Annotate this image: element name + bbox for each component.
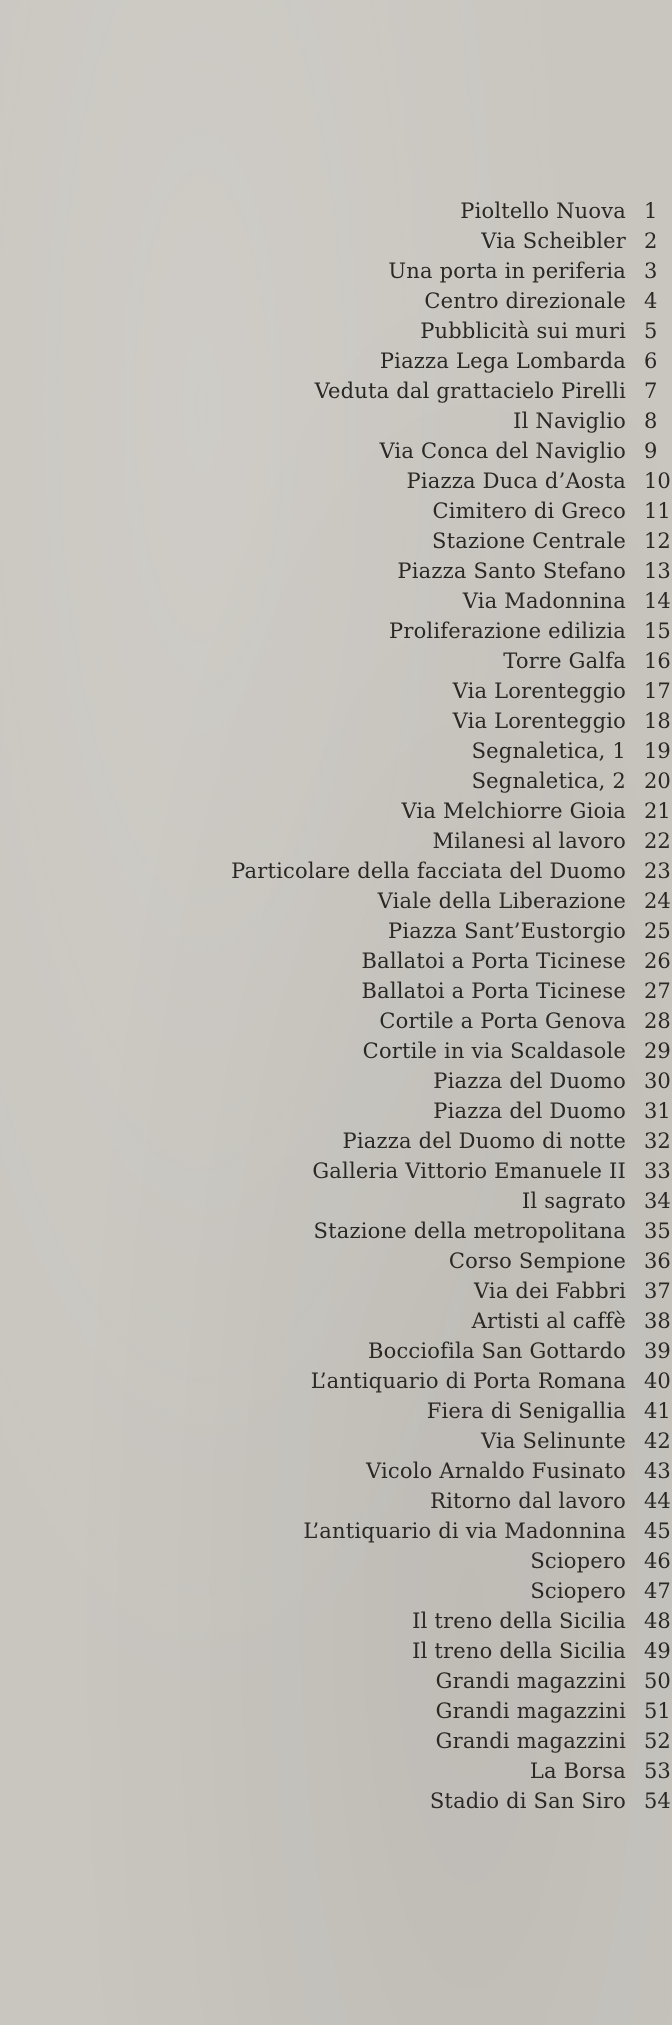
list-item	[150, 286, 672, 316]
plate-title: Ballatoi a Porta Ticinese	[361, 949, 626, 973]
plate-number: 34	[644, 1189, 671, 1213]
plate-title: Grandi magazzini	[435, 1669, 626, 1693]
plate-number: 15	[644, 619, 671, 643]
list-item	[150, 1426, 672, 1456]
plate-number: 1	[644, 199, 658, 223]
plate-title: Fiera di Senigallia	[426, 1399, 626, 1423]
plate-number: 33	[644, 1159, 671, 1183]
plate-number: 35	[644, 1219, 671, 1243]
list-item	[150, 706, 672, 736]
plate-title: L’antiquario di via Madonnina	[303, 1519, 626, 1543]
list-item	[150, 496, 672, 526]
list-item	[150, 1456, 672, 1486]
plate-number: 2	[644, 229, 658, 253]
list-item	[150, 1006, 672, 1036]
list-item	[150, 1786, 672, 1816]
plate-title: Una porta in periferia	[388, 259, 626, 283]
list-item	[150, 1606, 672, 1636]
plate-title: Stazione della metropolitana	[313, 1219, 626, 1243]
list-item	[150, 1756, 672, 1786]
plate-number: 47	[644, 1579, 671, 1603]
list-item	[150, 586, 672, 616]
plate-number: 46	[644, 1549, 671, 1573]
plate-title: Via Scheibler	[481, 229, 626, 253]
plate-number: 16	[644, 649, 671, 673]
plate-title: Grandi magazzini	[435, 1699, 626, 1723]
plate-title: Via Madonnina	[462, 589, 626, 613]
plate-title: Piazza Santo Stefano	[397, 559, 626, 583]
plate-title: Ritorno dal lavoro	[430, 1489, 626, 1513]
list-item	[150, 526, 672, 556]
plate-title: Sciopero	[530, 1549, 626, 1573]
plate-number: 7	[644, 379, 658, 403]
plate-number: 3	[644, 259, 658, 283]
plate-number: 19	[644, 739, 671, 763]
plate-title: Piazza Sant’Eustorgio	[388, 919, 626, 943]
plate-number: 30	[644, 1069, 671, 1093]
plate-title: Via Lorenteggio	[452, 709, 626, 733]
plate-number: 14	[644, 589, 671, 613]
list-item	[150, 1096, 672, 1126]
plate-number: 21	[644, 799, 671, 823]
list-item	[150, 1486, 672, 1516]
list-item	[150, 1666, 672, 1696]
list-item	[150, 1726, 672, 1756]
plate-title: Milanesi al lavoro	[432, 829, 626, 853]
plate-number: 39	[644, 1339, 671, 1363]
plate-number: 8	[644, 409, 658, 433]
plate-title: Viale della Liberazione	[377, 889, 626, 913]
plate-title: L’antiquario di Porta Romana	[310, 1369, 626, 1393]
plate-title: Piazza del Duomo	[433, 1099, 626, 1123]
list-item	[150, 1246, 672, 1276]
plate-title: Pubblicità sui muri	[420, 319, 626, 343]
list-item	[150, 1396, 672, 1426]
plate-number: 18	[644, 709, 671, 733]
plate-title: Corso Sempione	[448, 1249, 626, 1273]
list-item	[150, 1066, 672, 1096]
plate-title: Veduta dal grattacielo Pirelli	[314, 379, 626, 403]
list-item	[150, 1306, 672, 1336]
list-item	[150, 766, 672, 796]
list-item	[150, 466, 672, 496]
plate-title: Particolare della facciata del Duomo	[231, 859, 626, 883]
plate-title: Il sagrato	[521, 1189, 626, 1213]
plate-title: Vicolo Arnaldo Fusinato	[366, 1459, 626, 1483]
plate-title: Stazione Centrale	[432, 529, 626, 553]
plate-title: Piazza del Duomo di notte	[342, 1129, 626, 1153]
plate-number: 13	[644, 559, 671, 583]
plate-title: Via Conca del Naviglio	[379, 439, 626, 463]
list-item	[150, 1156, 672, 1186]
plate-title: Cortile a Porta Genova	[379, 1009, 626, 1033]
plate-title: Il treno della Sicilia	[412, 1639, 626, 1663]
list-item	[150, 1366, 672, 1396]
list-item	[150, 256, 672, 286]
plate-number: 32	[644, 1129, 671, 1153]
plate-title: Centro direzionale	[424, 289, 626, 313]
plate-title: Bocciofila San Gottardo	[367, 1339, 626, 1363]
list-item	[150, 676, 672, 706]
plate-title: Il treno della Sicilia	[412, 1609, 626, 1633]
plate-title: Cimitero di Greco	[432, 499, 626, 523]
plate-title: Piazza del Duomo	[433, 1069, 626, 1093]
plate-number: 25	[644, 919, 671, 943]
plate-title: Via Selinunte	[481, 1429, 626, 1453]
list-item	[150, 1696, 672, 1726]
list-item	[150, 406, 672, 436]
plate-title: Galleria Vittorio Emanuele II	[312, 1159, 626, 1183]
list-item	[150, 226, 672, 256]
list-item	[150, 856, 672, 886]
plate-number: 54	[644, 1789, 671, 1813]
plate-number: 49	[644, 1639, 671, 1663]
list-item	[150, 1636, 672, 1666]
plate-number: 37	[644, 1279, 671, 1303]
plate-number: 22	[644, 829, 671, 853]
plate-title: Via dei Fabbri	[473, 1279, 626, 1303]
plate-number: 44	[644, 1489, 671, 1513]
plate-number: 24	[644, 889, 671, 913]
plate-number: 43	[644, 1459, 671, 1483]
plate-number: 20	[644, 769, 671, 793]
list-item	[150, 1126, 672, 1156]
plate-title: Grandi magazzini	[435, 1729, 626, 1753]
plate-title: Ballatoi a Porta Ticinese	[361, 979, 626, 1003]
plate-title: Pioltello Nuova	[460, 199, 626, 223]
plate-number: 41	[644, 1399, 671, 1423]
plate-number: 40	[644, 1369, 671, 1393]
plate-number: 48	[644, 1609, 671, 1633]
list-item	[150, 1276, 672, 1306]
list-item	[150, 976, 672, 1006]
plate-title: Torre Galfa	[503, 649, 626, 673]
plate-title: Sciopero	[530, 1579, 626, 1603]
list-item	[150, 916, 672, 946]
list-item	[150, 556, 672, 586]
list-item	[150, 1336, 672, 1366]
plate-number: 9	[644, 439, 658, 463]
list-item	[150, 1216, 672, 1246]
plate-number: 12	[644, 529, 671, 553]
plate-number: 4	[644, 289, 658, 313]
plate-title: Proliferazione edilizia	[389, 619, 626, 643]
plate-number: 31	[644, 1099, 671, 1123]
plate-number: 36	[644, 1249, 671, 1273]
plate-number: 42	[644, 1429, 671, 1453]
list-item	[150, 736, 672, 766]
plate-title: Via Melchiorre Gioia	[401, 799, 626, 823]
plate-number: 52	[644, 1729, 671, 1753]
plate-number: 29	[644, 1039, 671, 1063]
plate-title: Via Lorenteggio	[452, 679, 626, 703]
plate-number: 28	[644, 1009, 671, 1033]
list-item	[150, 436, 672, 466]
plate-number: 26	[644, 949, 671, 973]
list-item	[150, 1516, 672, 1546]
list-item	[150, 1576, 672, 1606]
plate-number: 27	[644, 979, 671, 1003]
list-item	[150, 1186, 672, 1216]
plate-title: Segnaletica, 1	[471, 739, 626, 763]
list-item	[150, 376, 672, 406]
plate-title: Piazza Duca d’Aosta	[406, 469, 626, 493]
plate-title: Artisti al caffè	[471, 1309, 626, 1333]
plate-number: 23	[644, 859, 671, 883]
list-item	[150, 616, 672, 646]
list-item	[150, 946, 672, 976]
plate-title: Segnaletica, 2	[471, 769, 626, 793]
plate-number: 38	[644, 1309, 671, 1333]
plate-number: 10	[644, 469, 671, 493]
list-item	[150, 796, 672, 826]
list-item	[150, 196, 672, 226]
plate-number: 17	[644, 679, 671, 703]
plate-number: 5	[644, 319, 658, 343]
plate-title: Il Naviglio	[513, 409, 626, 433]
plate-number: 50	[644, 1669, 671, 1693]
plate-number: 11	[644, 499, 671, 523]
plate-index-list	[150, 196, 672, 1816]
list-item	[150, 346, 672, 376]
list-item	[150, 826, 672, 856]
plate-title: Stadio di San Siro	[429, 1789, 626, 1813]
list-item	[150, 1036, 672, 1066]
plate-number: 6	[644, 349, 658, 373]
plate-number: 51	[644, 1699, 671, 1723]
plate-title: La Borsa	[529, 1759, 626, 1783]
plate-title: Cortile in via Scaldasole	[362, 1039, 626, 1063]
list-item	[150, 1546, 672, 1576]
list-item	[150, 646, 672, 676]
plate-number: 45	[644, 1519, 671, 1543]
plate-title: Piazza Lega Lombarda	[379, 349, 626, 373]
list-item	[150, 316, 672, 346]
list-item	[150, 886, 672, 916]
plate-number: 53	[644, 1759, 671, 1783]
